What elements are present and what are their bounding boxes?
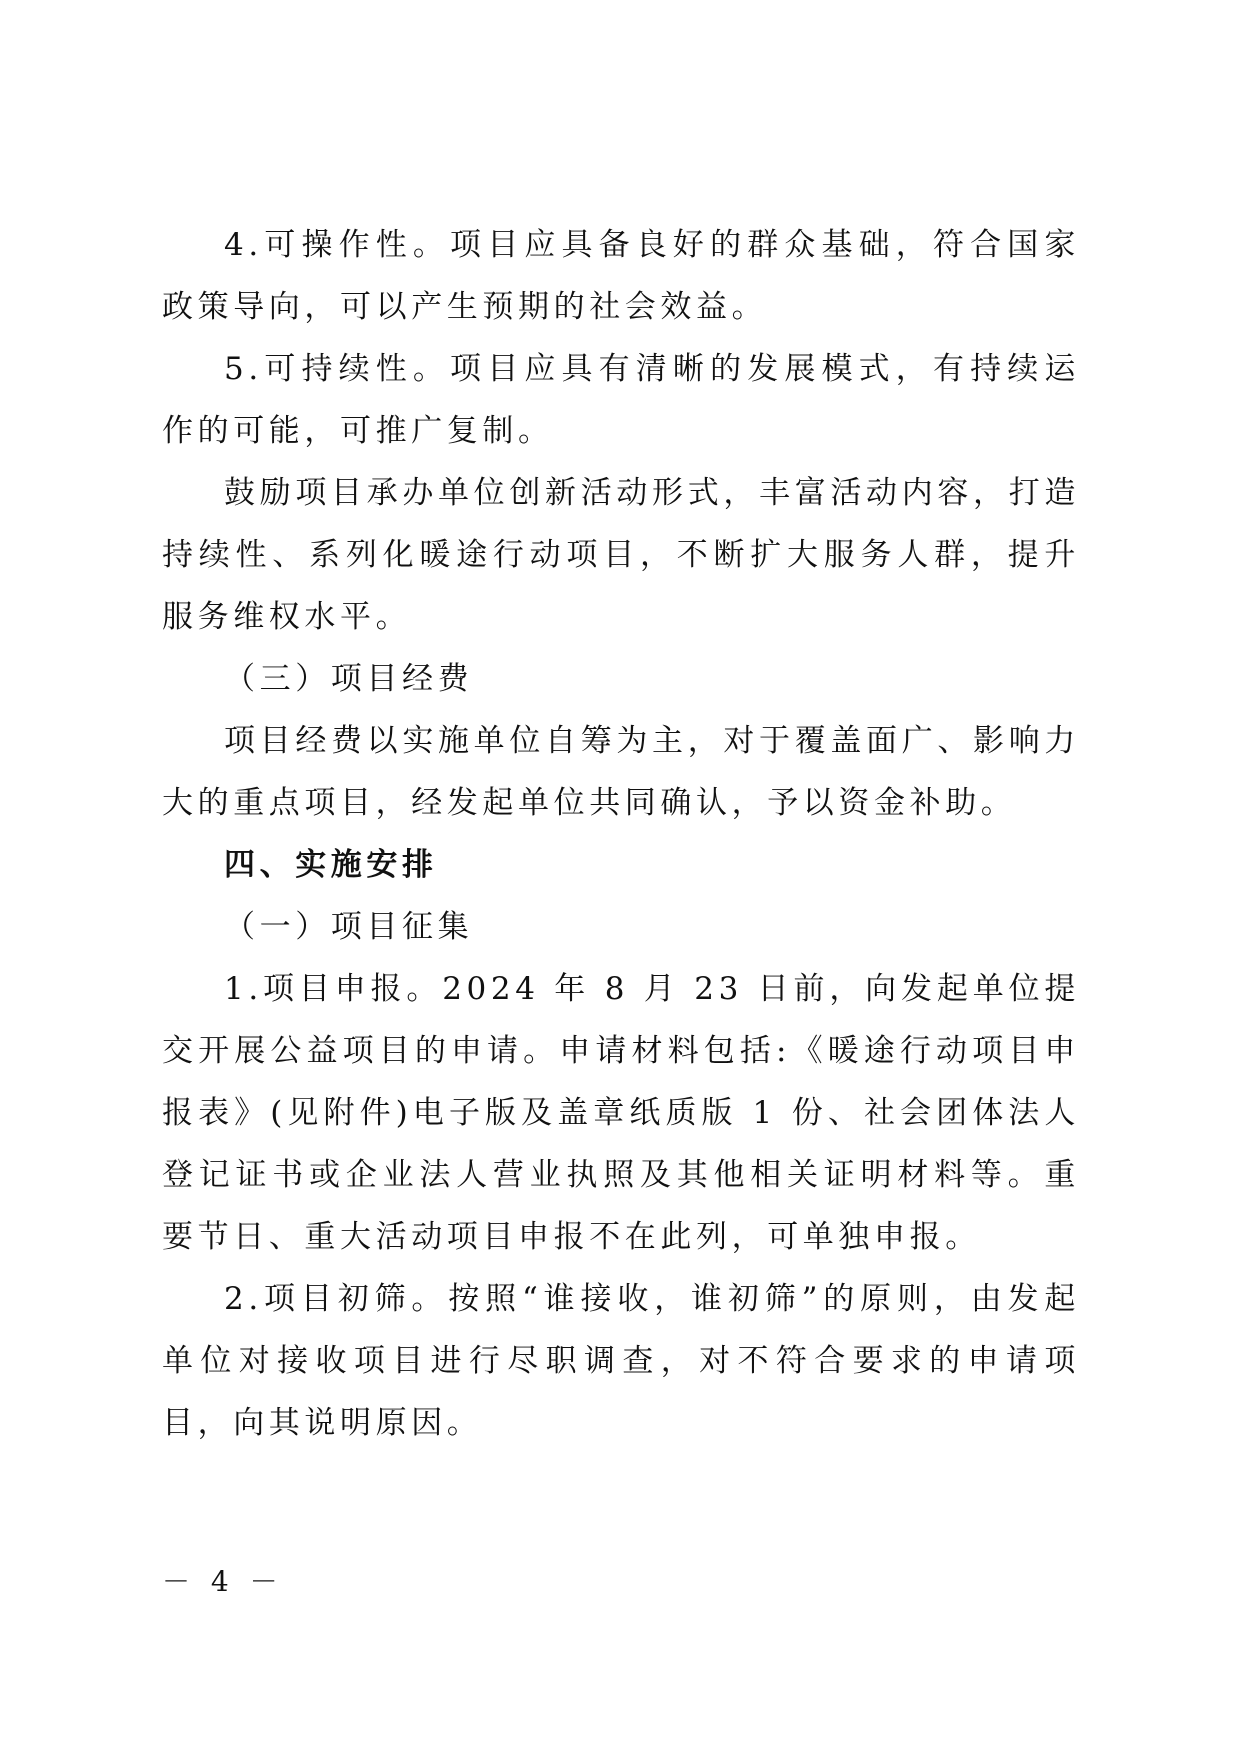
subheading-project-collection: （一）项目征集 <box>224 909 474 945</box>
section-heading-implementation: 四、实施安排 <box>224 847 438 883</box>
paragraph-funding: 项目经费以实施单位自筹为主，对于覆盖面广、影响力大的重点项目，经发起单位共同确认，予以资金补助。 <box>162 723 1080 821</box>
paragraph-operability: 4.可操作性。项目应具备良好的群众基础，符合国家政策导向，可以产生预期的社会效益。 <box>162 227 1080 325</box>
paragraph-application: 1.项目申报。2024 年 8 月 23 日前，向发起单位提交开展公益项目的申请。申请材料包括:《暖途行动项目申报表》(见附件)电子版及盖章纸质版 1 份、社会团体法人登记证书或企业法人营业执照及其他相关证明材料等。重要节日、重大活动项目申报不在此列，可单独申报。 <box>162 971 1080 1255</box>
paragraph-sustainability: 5.可持续性。项目应具有清晰的发展模式，有持续运作的可能，可推广复制。 <box>162 351 1080 449</box>
paragraph-screening: 2.项目初筛。按照“谁接收，谁初筛”的原则，由发起单位对接收项目进行尽职调查，对不符合要求的申请项目，向其说明原因。 <box>162 1281 1080 1441</box>
page-number: － 4 － <box>162 1565 284 1598</box>
subheading-project-funding: （三）项目经费 <box>224 661 474 697</box>
paragraph-encourage: 鼓励项目承办单位创新活动形式，丰富活动内容，打造持续性、系列化暖途行动项目，不断扩大服务人群，提升服务维权水平。 <box>162 475 1080 635</box>
document-body <box>162 214 1080 1454</box>
